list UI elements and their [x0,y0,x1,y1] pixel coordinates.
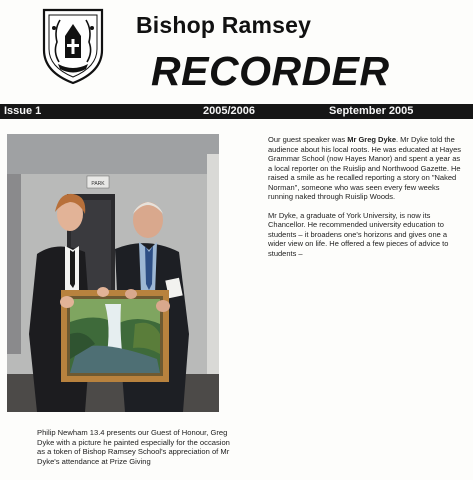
school-name: Bishop Ramsey [136,12,312,38]
wall-sign-text: PARK [91,181,105,187]
issue-info-bar [0,104,473,119]
article-body [268,135,466,267]
issue-date: September 2005 [329,105,414,117]
school-crest-logo [40,6,106,86]
guest-speaker-name: Mr Greg Dyke [347,135,396,144]
photo-caption: Philip Newham 13.4 presents our Guest of Honour, Greg Dyke with a picture he painted especially for the occasion as a token of Bishop Ramsey School's appreciation of Mr Dyke's attendance at Prize Giving [37,428,230,466]
article-paragraph-1: Our guest speaker was Mr Greg Dyke. Mr Dyke told the audience about his local roots. He was educated at Hayes Grammar School (now Hayes Manor) and spent a year as a local reporter on the Ruislip and Northwood Gazette. He raised a smile as he recalled reporting a story on "Naked Norman", someone who was seen every few weeks running naked through Ruislip Woods. [268,135,462,201]
newsletter-masthead: RECORDER [151,48,390,94]
prize-giving-photo [7,134,219,412]
academic-year: 2005/2006 [203,105,255,117]
article-paragraph-2: Mr Dyke, a graduate of York University, is now its Chancellor. He recommended university education to students – it broadens one's horizons and gives one a wider view on life. He offered a few pieces of advice to students – [268,210,449,258]
issue-number: Issue 1 [4,105,42,117]
